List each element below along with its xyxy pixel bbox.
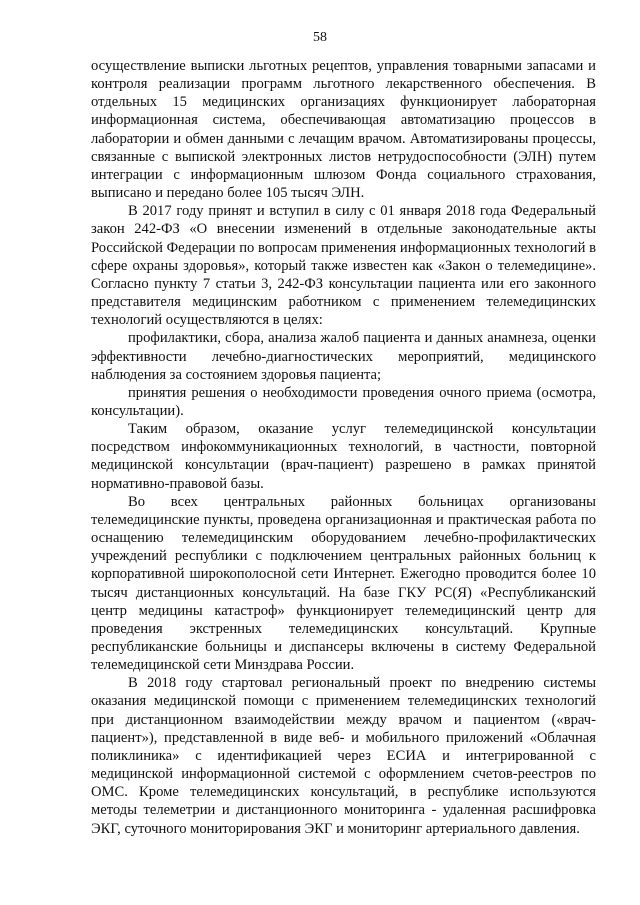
paragraph-purpose-prevention: профилактики, сбора, анализа жалоб пациента и данных анамнеза, оценки эффективности лечебно-диагностических мероприятий, медицинского наблюдения за состоянием здоровья пациента; (91, 330, 596, 383)
paragraph-purpose-decision: принятия решения о необходимости проведения очного приема (осмотра, консультации). (91, 384, 596, 419)
paragraph-regional-project: В 2018 году стартовал региональный проект по внедрению системы оказания медицинской помощи с применением телемедицинских технологий при дистанционном взаимодействии между врачом и пациентом («врач-пациент»), представленной в виде веб- и мобильного приложений «Облачная поликлиника» с идентификацией через ЕСИА и интегрированной с медицинской информационной системой с оформлением счетов-реестров по ОМС. Кроме телемедицинских консультаций, в республике используются методы телеметрии и дистанционного мониторинга - удаленная расшифровка ЭКГ, суточного мониторирования ЭКГ и мониторинг артериального давления. (91, 675, 596, 837)
page-number: 58 (313, 30, 327, 45)
paragraph-telemedicine-law: В 2017 году принят и вступил в силу с 01 января 2018 года Федеральный закон 242-ФЗ «О внесении изменений в отдельные законодательные акты Российской Федерации по вопросам применения информационных технологий в сфере охраны здоровья», который также известен как «Закон о телемедицине». Согласно пункту 7 статьи 3, 242-ФЗ консультации пациента или его законного представителя медицинским работником с применением телемедицинских технологий осуществляются в целях: (91, 203, 596, 329)
paragraph-ehr-services: осуществление выписки льготных рецептов, управления товарными запасами и контроля реализации программ льготного лекарственного обеспечения. В отдельных 15 медицинских организациях функционирует лабораторная информационная система, обеспечивающая автоматизацию процессов в лаборатории и обмен данными с лечащим врачом. Автоматизированы процессы, связанные с выпиской электронных листов нетрудоспособности (ЭЛН) путем интеграции с информационным шлюзом Фонда социального страхования, выписано и передано более 105 тысяч ЭЛН. (91, 58, 596, 202)
paragraph-telemedicine-points: Во всех центральных районных больницах организованы телемедицинские пункты, проведена организационная и практическая работа по оснащению телемедицинским оборудованием лечебно-профилактических учреждений республики с подключением центральных районных больниц к корпоративной широкополосной сети Интернет. Ежегодно проводится более 10 тысяч дистанционных консультаций. На базе ГКУ РС(Я) «Республиканский центр медицины катастроф» функционирует телемедицинский центр для проведения экстренных телемедицинских консультаций. Крупные республиканские больницы и диспансеры включены в систему Федеральной телемедицинской сети Минздрава России. (91, 493, 596, 674)
body-text (91, 57, 596, 838)
paragraph-summary: Таким образом, оказание услуг телемедицинской консультации посредством инфокоммуникационных технологий, в частности, повторной медицинской консультации (врач-пациент) разрешено в рамках принятой нормативно-правовой базы. (91, 421, 596, 492)
